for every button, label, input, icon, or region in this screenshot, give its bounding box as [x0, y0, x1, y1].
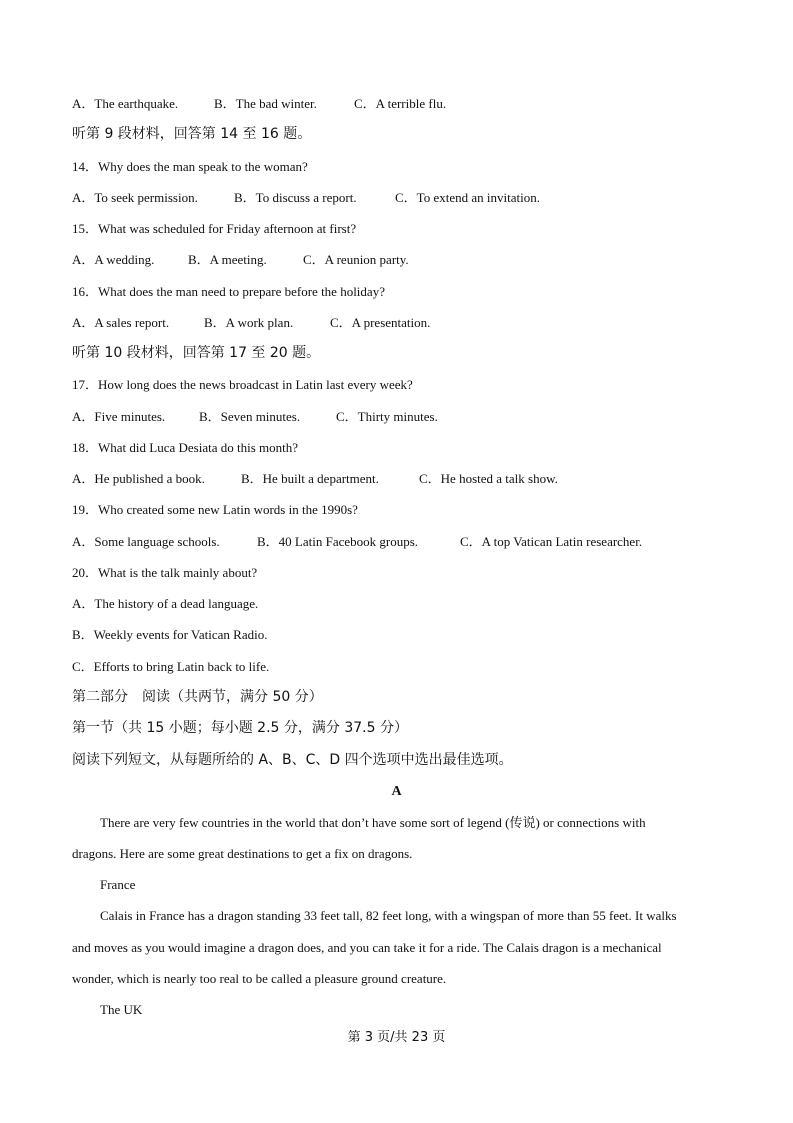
q15-stem: 15．What was scheduled for Friday afternoon at first? [72, 221, 357, 236]
q16-stem: 16．What does the man need to prepare before the holiday? [72, 284, 385, 299]
q19-stem: 19．Who created some new Latin words in the 1990s? [72, 502, 358, 517]
q16-option-c: C．A presentation. [330, 315, 431, 330]
q14-option-a: A．To seek permission. [72, 190, 198, 205]
q13-option-b: B．The bad winter. [214, 96, 317, 111]
q20-option-b: B．Weekly events for Vatican Radio. [72, 627, 268, 642]
part-2-heading: 第二部分 阅读（共两节，满分 50 分） [72, 689, 323, 705]
q19-options [72, 534, 642, 550]
q17-stem: 17．How long does the news broadcast in Latin last every week? [72, 377, 413, 392]
passage-p1-line1: There are very few countries in the world that don’t have some sort of legend (传说) or connections with [100, 815, 646, 830]
passage-heading-france: France [100, 877, 136, 892]
q16-options [72, 315, 430, 331]
q20-option-c: C．Efforts to bring Latin back to life. [72, 659, 270, 674]
q18-option-b: B．He built a department. [241, 471, 379, 486]
passage-p2-line3: wonder, which is nearly too real to be called a pleasure ground creature. [72, 971, 447, 986]
q19-option-c: C．A top Vatican Latin researcher. [460, 534, 643, 549]
passage-letter: A [391, 784, 402, 799]
q13-option-a: A．The earthquake. [72, 96, 179, 111]
q13-option-c: C．A terrible flu. [354, 96, 447, 111]
passage-p1-line2: dragons. Here are some great destinations to get a fix on dragons. [72, 846, 413, 861]
q17-options [72, 409, 438, 425]
q19-option-b: B．40 Latin Facebook groups. [257, 534, 419, 549]
q14-stem: 14．Why does the man speak to the woman? [72, 159, 308, 174]
q14-options [72, 190, 540, 206]
q20-stem: 20．What is the talk mainly about? [72, 565, 258, 580]
q17-option-b: B．Seven minutes. [199, 409, 301, 424]
q15-option-b: B．A meeting. [188, 252, 267, 267]
q19-option-a: A．Some language schools. [72, 534, 220, 549]
q18-stem: 18．What did Luca Desiata do this month? [72, 440, 299, 455]
q16-option-b: B．A work plan. [204, 315, 294, 330]
passage-heading-uk: The UK [100, 1002, 143, 1017]
q18-option-c: C．He hosted a talk show. [419, 471, 558, 486]
passage-p2-line2: and moves as you would imagine a dragon does, and you can take it for a ride. The Calais dragon is a mechanical [72, 940, 662, 955]
q14-option-b: B．To discuss a report. [234, 190, 357, 205]
q18-options [72, 471, 558, 487]
q17-option-c: C．Thirty minutes. [336, 409, 438, 424]
q18-option-a: A．He published a book. [72, 471, 205, 486]
q15-option-a: A．A wedding. [72, 252, 155, 267]
passage-p2-line1: Calais in France has a dragon standing 33 feet tall, 82 feet long, with a wingspan of more than 55 feet. It walks [100, 908, 677, 923]
q16-option-a: A．A sales report. [72, 315, 170, 330]
q15-option-c: C．A reunion party. [303, 252, 409, 267]
page-footer: 第 3 页/共 23 页 [347, 1030, 446, 1045]
q17-option-a: A．Five minutes. [72, 409, 166, 424]
q15-options [72, 252, 409, 268]
q20-option-a: A．The history of a dead language. [72, 596, 259, 611]
section-9-heading: 听第 9 段材料，回答第 14 至 16 题。 [72, 126, 312, 142]
section-10-heading: 听第 10 段材料，回答第 17 至 20 题。 [72, 345, 321, 361]
section-1-heading: 第一节（共 15 小题；每小题 2.5 分，满分 37.5 分） [72, 720, 408, 736]
q14-option-c: C．To extend an invitation. [395, 190, 540, 205]
reading-instruction: 阅读下列短文，从每题所给的 A、B、C、D 四个选项中选出最佳选项。 [72, 752, 513, 768]
q13-options [72, 96, 446, 112]
